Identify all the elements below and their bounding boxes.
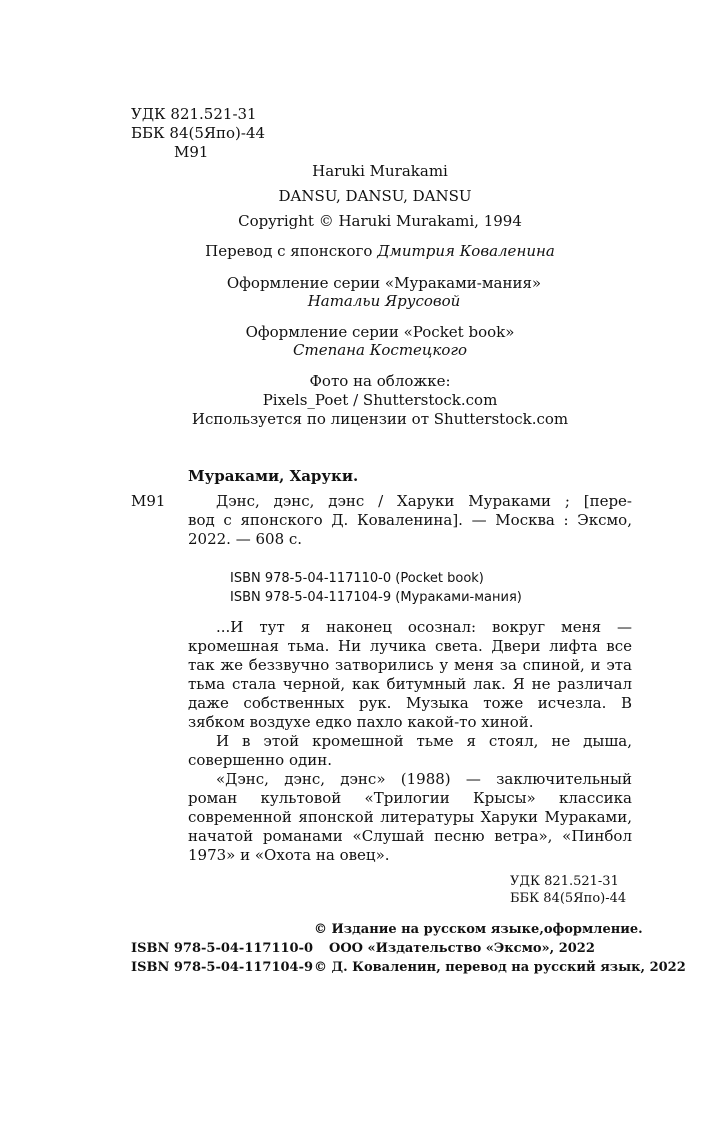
translator-name: Дмитрия Коваленина: [377, 242, 555, 260]
bib-entry-line2: вод с японского Д. Коваленина]. — Москва : Эксмо,: [188, 511, 632, 529]
bib-entry-line3: 2022. — 608 с.: [188, 530, 303, 548]
series1-label: Оформление серии «Мураками-мания»: [226, 274, 542, 292]
original-title: DANSU, DANSU, DANSU: [278, 187, 472, 205]
bib-entry-line1: Дэнс, дэнс, дэнс / Харуки Мураками ; [пере-: [216, 492, 632, 510]
copyright-line-2: ООО «Издательство «Эксмо», 2022: [329, 941, 595, 956]
original-copyright: Copyright © Haruki Murakami, 1994: [238, 212, 522, 230]
series1-designer: [0, 292, 709, 311]
bottom-isbn-2: ISBN 978-5-04-117104-9: [131, 960, 314, 975]
photo-label: Фото на обложке:: [309, 372, 451, 390]
original-author: Haruki Murakami: [312, 162, 448, 180]
translation-prefix: Перевод с японского: [205, 242, 378, 260]
copyright-line-1: © Издание на русском языке,оформление.: [314, 922, 643, 937]
bottom-isbn-1: ISBN 978-5-04-117110-0: [131, 941, 314, 956]
license-note: Используется по лицензии от Shutterstock.com: [191, 410, 569, 428]
series2-designer-name: Степана Костецкого: [293, 341, 467, 359]
series2-designer: [0, 341, 709, 360]
bib-isbn-1: ISBN 978-5-04-117110-0 (Pocket book): [230, 571, 484, 586]
bib-isbn-2: ISBN 978-5-04-117104-9 (Мураками-мания): [230, 590, 522, 605]
udk-code: УДК 821.521-31: [131, 105, 257, 123]
annotation-paragraph-1: ...И тут я наконец осознал: вокруг меня — кромешная тьма. Ни лучика света. Двери лифта все так же беззвучно затворились у меня за спиной, и эта тьма стала черной, как битумный лак. Я не различал даже собственных рук. Музыка тоже исчезла. В зябком воздухе едко пахло какой-то хиной.: [188, 618, 632, 731]
bib-heading: Мураками, Харуки.: [188, 467, 359, 485]
annotation: [188, 618, 632, 865]
copyright-line-3: © Д. Коваленин, перевод на русский язык, 2022: [314, 960, 686, 975]
bib-entry: [188, 492, 632, 549]
bib-mark: М91: [131, 492, 166, 510]
annotation-paragraph-2: И в этой кромешной тьме я стоял, не дыша, совершенно один.: [188, 732, 632, 769]
author-mark: М91: [174, 143, 209, 161]
series1-designer-name: Натальи Ярусовой: [307, 292, 461, 310]
translation-credit: [0, 242, 709, 261]
bottom-udk: УДК 821.521-31: [510, 874, 619, 889]
series2-label: Оформление серии «Pocket book»: [245, 323, 515, 341]
photo-author: Pixels_Poet / Shutterstock.com: [262, 391, 498, 409]
bottom-bbk: ББК 84(5Япо)-44: [510, 891, 627, 906]
bbk-code: ББК 84(5Япо)-44: [131, 124, 266, 142]
annotation-paragraph-3: «Дэнс, дэнс, дэнс» (1988) — заключительный роман культовой «Трилогии Крысы» классика современной японской литературы Харуки Мураками, начатой романами «Слушай песню ветра», «Пинбол 1973» и «Охота на овец».: [188, 770, 632, 864]
